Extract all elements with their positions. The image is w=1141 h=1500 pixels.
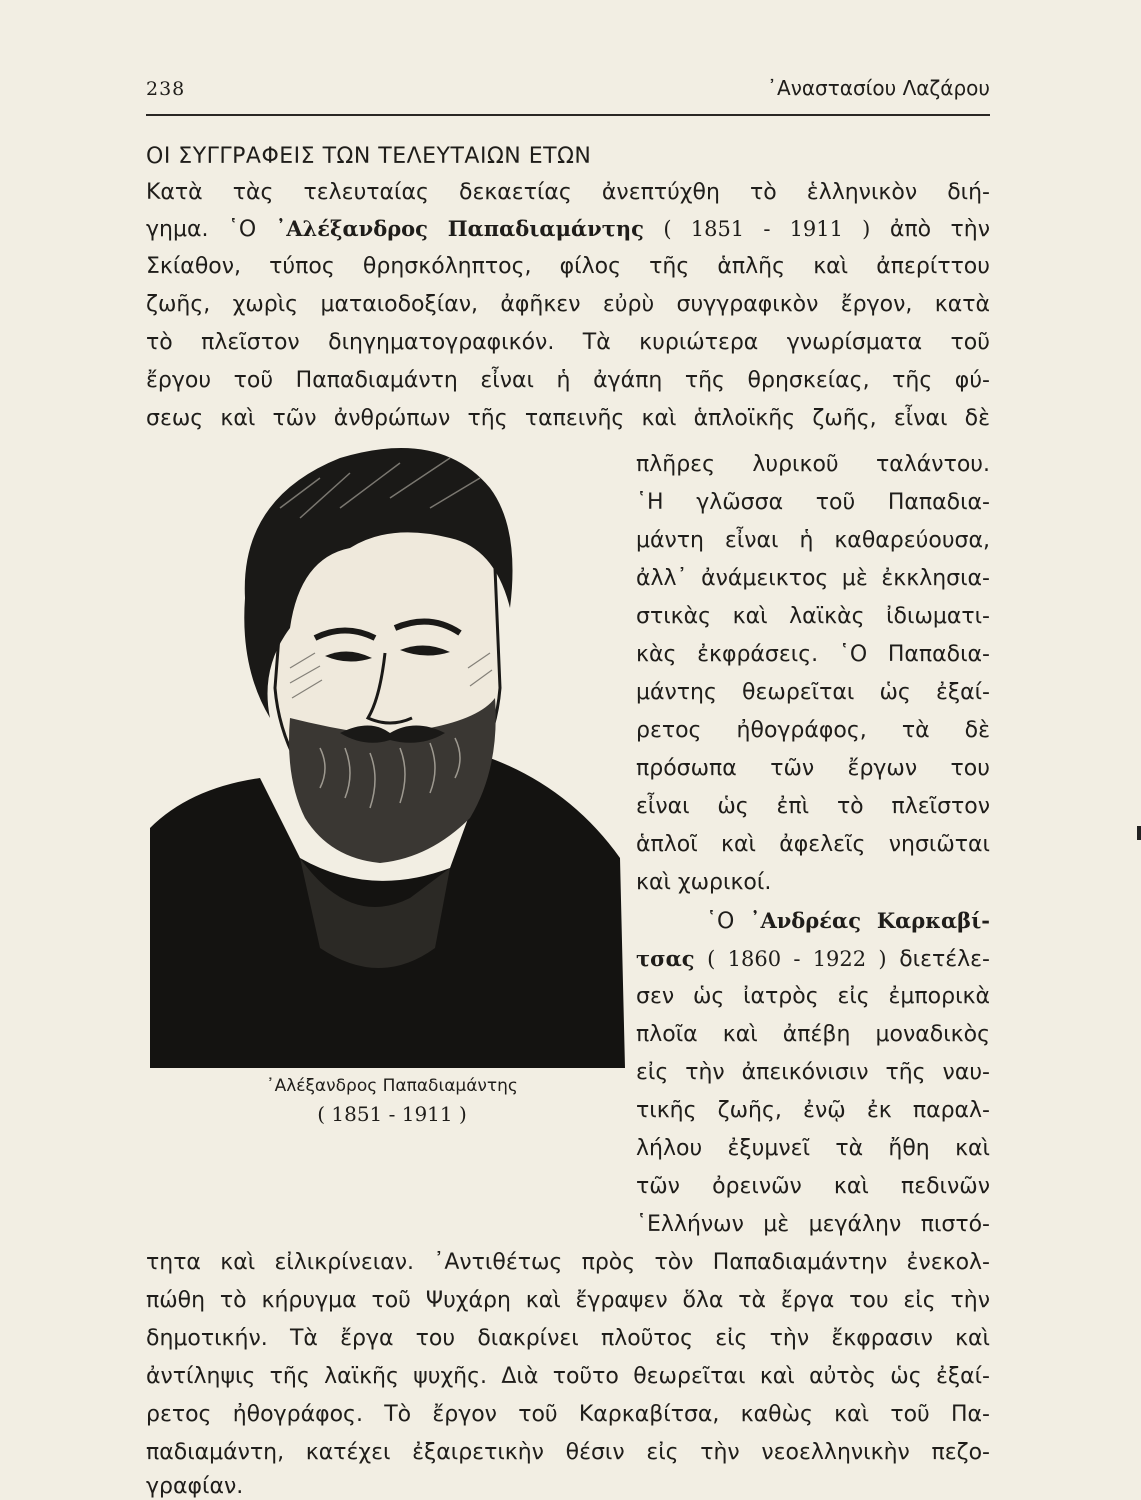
text-line: ἁπλοῖ καὶ ἀφελεῖς νησιῶται bbox=[636, 832, 990, 857]
text-line: πλῆρες λυρικοῦ ταλάντου. bbox=[636, 452, 990, 477]
text-segment: ἀπὸ τὴν bbox=[889, 217, 991, 242]
text-line: ζωῆς, χωρὶς ματαιοδοξίαν, ἀφῆκεν εὐρὺ συγγραφικὸν ἔργον, κατὰ bbox=[146, 292, 990, 317]
text-line: ἀντίληψις τῆς λαϊκῆς ψυχῆς. Διὰ τοῦτο θεωρεῖται καὶ αὐτὸς ὡς ἐξαί- bbox=[146, 1364, 990, 1389]
caption-years: ( 1851 - 1911 ) bbox=[317, 1102, 467, 1126]
caption-name: ᾿Αλέξανδρος Παπαδιαμάντης bbox=[266, 1076, 518, 1096]
author-name-karkavitsas: ᾿Ανδρέας Καρκαβί- bbox=[749, 908, 991, 933]
text-line: γραφίαν. bbox=[146, 1474, 244, 1499]
text-line bbox=[146, 214, 990, 245]
text-segment: διετέλε- bbox=[899, 947, 990, 972]
text-line: Σκίαθον, τύπος θρησκόληπτος, φίλος τῆς ἁπλῆς καὶ ἀπερίττου bbox=[146, 254, 990, 279]
text-line: παδιαμάντη, κατέχει ἐξαιρετικὴν θέσιν εἰς τὴν νεοελληνικὴν πεζο- bbox=[146, 1440, 990, 1465]
text-line: εἰς τὴν ἀπεικόνισιν τῆς ναυ- bbox=[636, 1060, 990, 1085]
page-header bbox=[146, 74, 990, 114]
text-line: ῾Η γλῶσσα τοῦ Παπαδια- bbox=[636, 490, 990, 515]
text-line: τητα καὶ εἰλικρίνειαν. ᾿Αντιθέτως πρὸς τὸν Παπαδιαμάντην ἐνεκολ- bbox=[146, 1250, 990, 1275]
running-head: ᾿Αναστασίου Λαζάρου bbox=[767, 76, 990, 100]
text-line: ῾Ελλήνων μὲ μεγάλην πιστό- bbox=[636, 1212, 990, 1237]
text-line: δημοτικήν. Τὰ ἔργα του διακρίνει πλοῦτος εἰς τὴν ἔκφρασιν καὶ bbox=[146, 1326, 990, 1351]
text-line: πλοῖα καὶ ἀπέβη μοναδικὸς bbox=[636, 1022, 990, 1047]
page-number: 238 bbox=[146, 78, 186, 100]
text-segment: ῾Ο bbox=[706, 909, 735, 934]
text-line: τὸ πλεῖστον διηγηματογραφικόν. Τὰ κυριώτερα γνωρίσματα τοῦ bbox=[146, 330, 990, 355]
text-line: ρετος ἠθογράφος, τὰ δὲ bbox=[636, 718, 990, 743]
section-title: ΟΙ ΣΥΓΓΡΑΦΕΙΣ ΤΩΝ ΤΕΛΕΥΤΑΙΩΝ ΕΤΩΝ bbox=[146, 144, 592, 169]
portrait-illustration bbox=[150, 428, 630, 1068]
text-line: λήλου ἐξυμνεῖ τὰ ἤθη καὶ bbox=[636, 1136, 990, 1161]
margin-mark bbox=[1137, 826, 1141, 840]
text-segment: γημα. ῾Ο bbox=[146, 217, 257, 242]
text-line: σεως καὶ τῶν ἀνθρώπων τῆς ταπεινῆς καὶ ἁπλοϊκῆς ζωῆς, εἶναι δὲ bbox=[146, 406, 990, 431]
text-line: μάντης θεωρεῖται ὡς ἐξαί- bbox=[636, 680, 990, 705]
text-line: τικῆς ζωῆς, ἐνῷ ἐκ παραλ- bbox=[636, 1098, 990, 1123]
text-line bbox=[706, 906, 990, 937]
text-line: πρόσωπα τῶν ἔργων του bbox=[636, 756, 990, 781]
header-rule bbox=[146, 114, 990, 116]
text-line: ρετος ἠθογράφος. Τὸ ἔργον τοῦ Καρκαβίτσα, καθὼς καὶ τοῦ Πα- bbox=[146, 1402, 990, 1427]
portrait-caption bbox=[232, 1076, 552, 1126]
text-line: καὶ χωρικοί. bbox=[636, 870, 772, 895]
text-line: τῶν ὀρεινῶν καὶ πεδινῶν bbox=[636, 1174, 990, 1199]
text-line: ἔργου τοῦ Παπαδιαμάντη εἶναι ἡ ἀγάπη τῆς θρησκείας, τῆς φύ- bbox=[146, 368, 990, 393]
author-years: ( 1851 - 1911 ) bbox=[663, 217, 871, 241]
author-name-karkavitsas-cont: τσας bbox=[636, 946, 695, 971]
text-line: σεν ὡς ἰατρὸς εἰς ἐμπορικὰ bbox=[636, 984, 990, 1009]
text-line: μάντη εἶναι ἡ καθαρεύουσα, bbox=[636, 528, 990, 553]
text-line: κὰς ἐκφράσεις. ῾Ο Παπαδια- bbox=[636, 642, 990, 667]
author-name-papadiamantis: ᾿Αλέξανδρος Παπαδιαμάντης bbox=[275, 216, 644, 241]
text-line: πώθη τὸ κήρυγμα τοῦ Ψυχάρη καὶ ἔγραψεν ὅλα τὰ ἔργα του εἰς τὴν bbox=[146, 1288, 990, 1313]
text-line: Κατὰ τὰς τελευταίας δεκαετίας ἀνεπτύχθη τὸ ἑλληνικὸν διή- bbox=[146, 180, 990, 205]
text-line: στικὰς καὶ λαϊκὰς ἰδιωματι- bbox=[636, 604, 990, 629]
text-line: ἀλλ᾿ ἀνάμεικτος μὲ ἐκκλησια- bbox=[636, 566, 990, 591]
text-line bbox=[636, 944, 990, 975]
text-line: εἶναι ὡς ἐπὶ τὸ πλεῖστον bbox=[636, 794, 990, 819]
author-years: ( 1860 - 1922 ) bbox=[707, 947, 887, 971]
